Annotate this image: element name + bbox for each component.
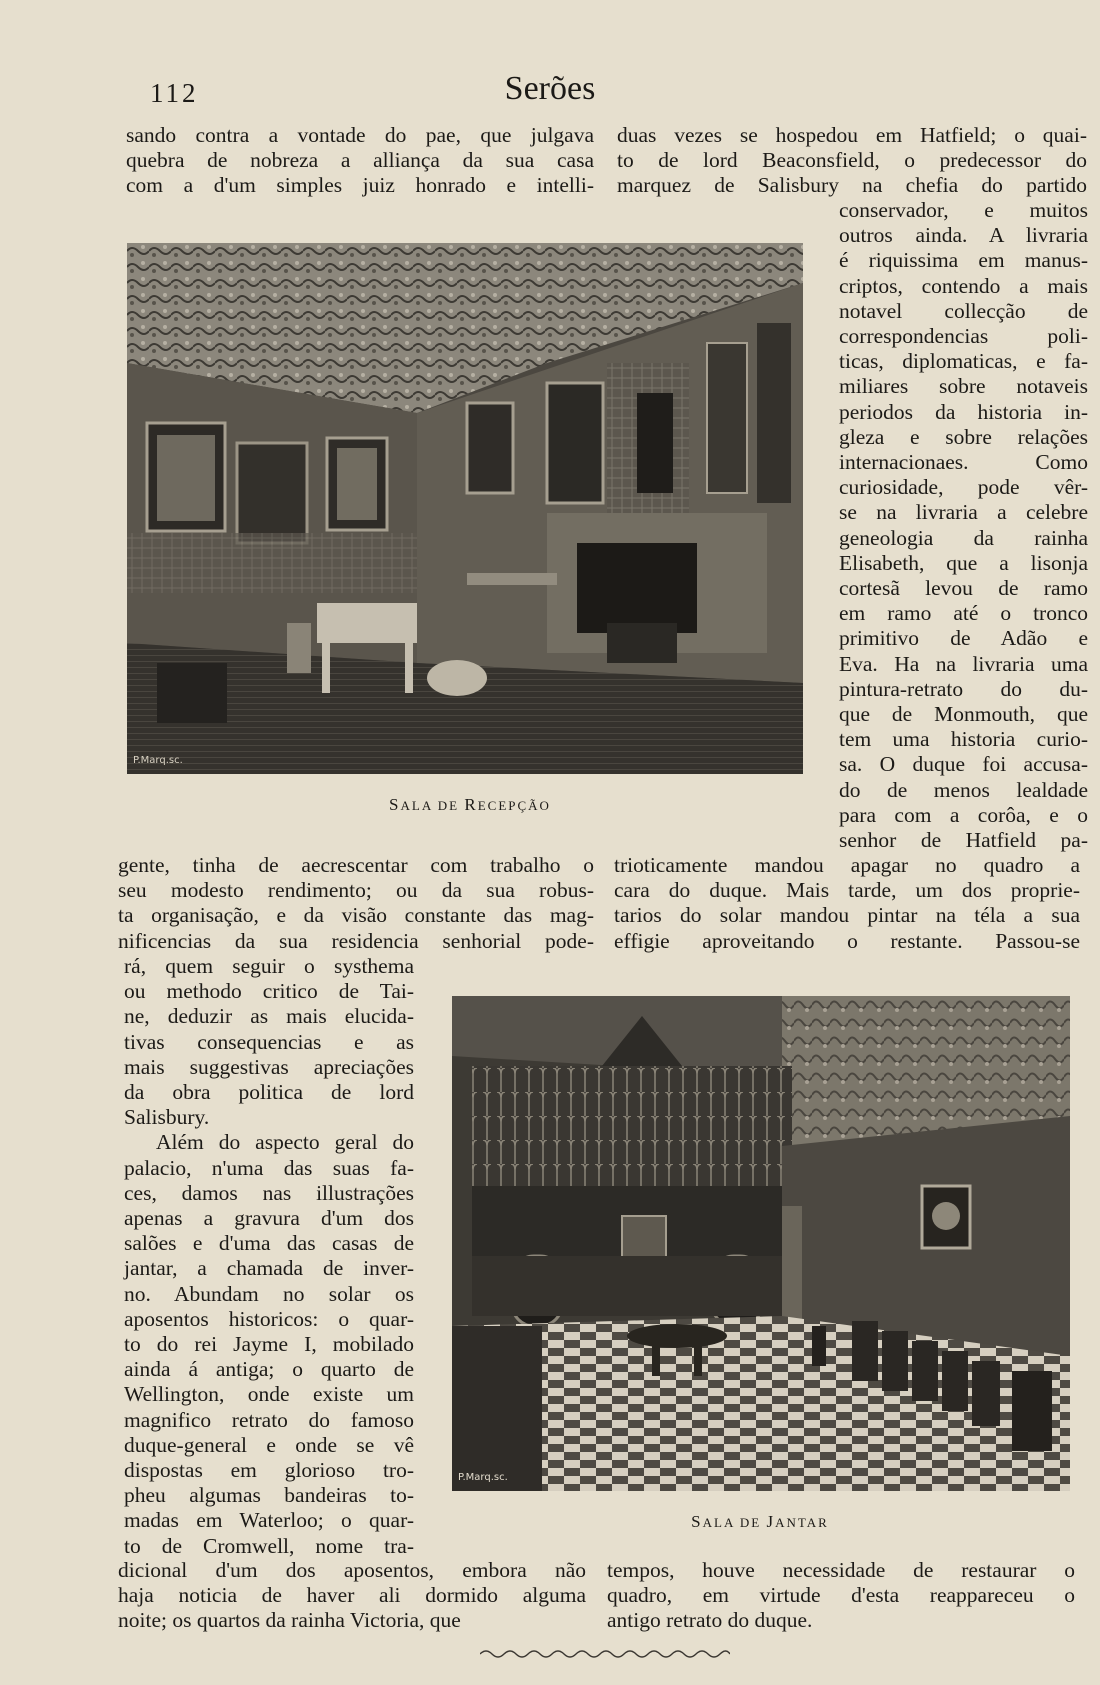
text-line: senhor de Hatfield pa- — [839, 828, 1088, 853]
text-line: apenas a gravura d'um dos — [124, 1206, 414, 1231]
reception-caption — [330, 795, 610, 815]
text-line: se na livraria a celebre — [839, 500, 1088, 525]
bottom-right-text — [607, 1558, 1075, 1634]
text-line: tivas consequencias e as — [124, 1029, 414, 1054]
text-line: haja noticia de haver ali dormido alguma — [118, 1583, 586, 1608]
text-line: jantar, a chamada de inver- — [124, 1256, 414, 1281]
caption-smallcaps: ALA DE — [702, 1515, 767, 1530]
text-line: antigo retrato do duque. — [607, 1608, 813, 1633]
engraver-signature: P.Marq.sc. — [133, 755, 183, 766]
engraver-signature: P.Marq.sc. — [458, 1472, 508, 1483]
text-line: pheu algumas bandeiras to- — [124, 1483, 414, 1508]
text-line: outros ainda. A livraria — [839, 223, 1088, 248]
text-line: Eva. Ha na livraria uma — [839, 651, 1088, 676]
text-line: marquez de Salisbury na chefia do partido — [617, 173, 1087, 198]
text-line: em ramo até o tronco — [839, 601, 1088, 626]
text-line: internacionaes. Como — [839, 450, 1088, 475]
text-line: Wellington, onde existe um — [124, 1382, 414, 1407]
text-line: dispostas em glorioso tro- — [124, 1458, 414, 1483]
text-line: seu modesto rendimento; ou da sua robus- — [118, 878, 594, 903]
text-line: que de Monmouth, que — [839, 702, 1088, 727]
text-line: trioticamente mandou apagar no quadro a — [614, 853, 1080, 877]
caption-initial: S — [691, 1512, 703, 1531]
text-line: criptos, contendo a mais — [839, 273, 1088, 298]
text-line: palacio, n'uma das suas fa- — [124, 1155, 414, 1180]
text-line: rá, quem seguir o systhema — [124, 954, 414, 978]
text-line: miliares sobre notaveis — [839, 374, 1088, 399]
dining-room-engraving — [452, 996, 1070, 1491]
text-line: quebra de nobreza a alliança da sua casa — [126, 148, 594, 173]
text-line: Salisbury. — [124, 1105, 210, 1130]
text-line: é riquissima em manus- — [839, 248, 1088, 273]
running-title: Serões — [504, 70, 596, 107]
text-line: tarios do solar mandou pintar na téla a sua — [614, 903, 1080, 928]
dining-caption — [630, 1512, 890, 1532]
caption-smallcaps: ECEPÇÃO — [477, 798, 551, 813]
text-line: primitivo de Adão e — [839, 626, 1088, 651]
text-line: sando contra a vontade do pae, que julgava — [126, 123, 594, 147]
text-line: periodos da historia in- — [839, 399, 1088, 424]
text-line: to de Cromwell, nome tra- — [124, 1533, 414, 1558]
text-line: to do rei Jayme I, mobilado — [124, 1332, 414, 1357]
text-line: aposentos historicos: o quar- — [124, 1306, 414, 1331]
text-line: madas em Waterloo; o quar- — [124, 1508, 414, 1533]
text-line: to de lord Beaconsfield, o predecessor do — [617, 148, 1087, 173]
right-narrow-text — [839, 198, 1088, 853]
text-line: tem uma historia curio- — [839, 727, 1088, 752]
caption-initial: S — [389, 795, 401, 814]
text-line: quadro, em virtude d'esta reappareceu o — [607, 1583, 1075, 1608]
caption-smallcaps: ALA DE — [400, 798, 465, 813]
bottom-left-text — [118, 1558, 586, 1634]
text-line: Elisabeth, que a lisonja — [839, 550, 1088, 575]
text-line: gleza e sobre relações — [839, 424, 1088, 449]
text-line: tempos, houve necessidade de restaurar o — [607, 1558, 1075, 1582]
text-line: curiosidade, pode vêr- — [839, 475, 1088, 500]
text-line: notavel collecção de — [839, 298, 1088, 323]
text-line: cortesã levou de ramo — [839, 576, 1088, 601]
caption-smallcaps: ANTAR — [775, 1515, 829, 1530]
text-line: effigie aproveitando o restante. Passou-se — [614, 928, 1080, 953]
text-line: noite; os quartos da rainha Victoria, que — [118, 1608, 461, 1633]
text-line: conservador, e muitos — [839, 198, 1088, 222]
text-line: Além do aspecto geral do — [156, 1130, 414, 1155]
text-line: gente, tinha de aecrescentar com trabalho o — [118, 853, 594, 877]
middle-right-text — [614, 853, 1080, 954]
text-line: nificencias da sua residencia senhorial pode- — [118, 928, 594, 953]
middle-left-text — [118, 853, 594, 954]
text-line: ticas, diplomaticas, e fa- — [839, 349, 1088, 374]
text-line: duas vezes se hospedou em Hatfield; o quai- — [617, 123, 1087, 147]
ornamental-rule — [480, 1648, 730, 1660]
page-number: 112 — [150, 78, 199, 108]
text-line: pintura-retrato do du- — [839, 676, 1088, 701]
top-left-text — [126, 123, 594, 199]
text-line: dicional d'um dos aposentos, embora não — [118, 1558, 586, 1582]
text-line: sa. O duque foi accusa- — [839, 752, 1088, 777]
text-line: no. Abundam no solar os — [124, 1281, 414, 1306]
top-right-text — [617, 123, 1087, 199]
text-line: magnifico retrato do famoso — [124, 1407, 414, 1432]
text-line: ta organisação, e da visão constante das mag- — [118, 903, 594, 928]
text-line: mais suggestivas apreciações — [124, 1054, 414, 1079]
text-line: geneologia da rainha — [839, 525, 1088, 550]
text-line: ne, deduzir as mais elucida- — [124, 1004, 414, 1029]
left-narrow-text — [124, 954, 414, 1559]
text-line: da obra politica de lord — [124, 1080, 414, 1105]
text-line: correspondencias poli- — [839, 324, 1088, 349]
text-line: duque-general e onde se vê — [124, 1432, 414, 1457]
text-line: do de menos lealdade — [839, 777, 1088, 802]
text-line: para com a corôa, e o — [839, 802, 1088, 827]
text-line: ces, damos nas illustrações — [124, 1180, 414, 1205]
text-line: ainda á antiga; o quarto de — [124, 1357, 414, 1382]
reception-room-engraving — [127, 243, 803, 774]
text-line: ou methodo critico de Tai- — [124, 979, 414, 1004]
caption-initial: R — [464, 795, 478, 814]
text-line: com a d'um simples juiz honrado e intelli- — [126, 173, 594, 198]
caption-initial: J — [766, 1512, 776, 1531]
text-line: salões e d'uma das casas de — [124, 1231, 414, 1256]
text-line: cara do duque. Mais tarde, um dos proprie- — [614, 878, 1080, 903]
